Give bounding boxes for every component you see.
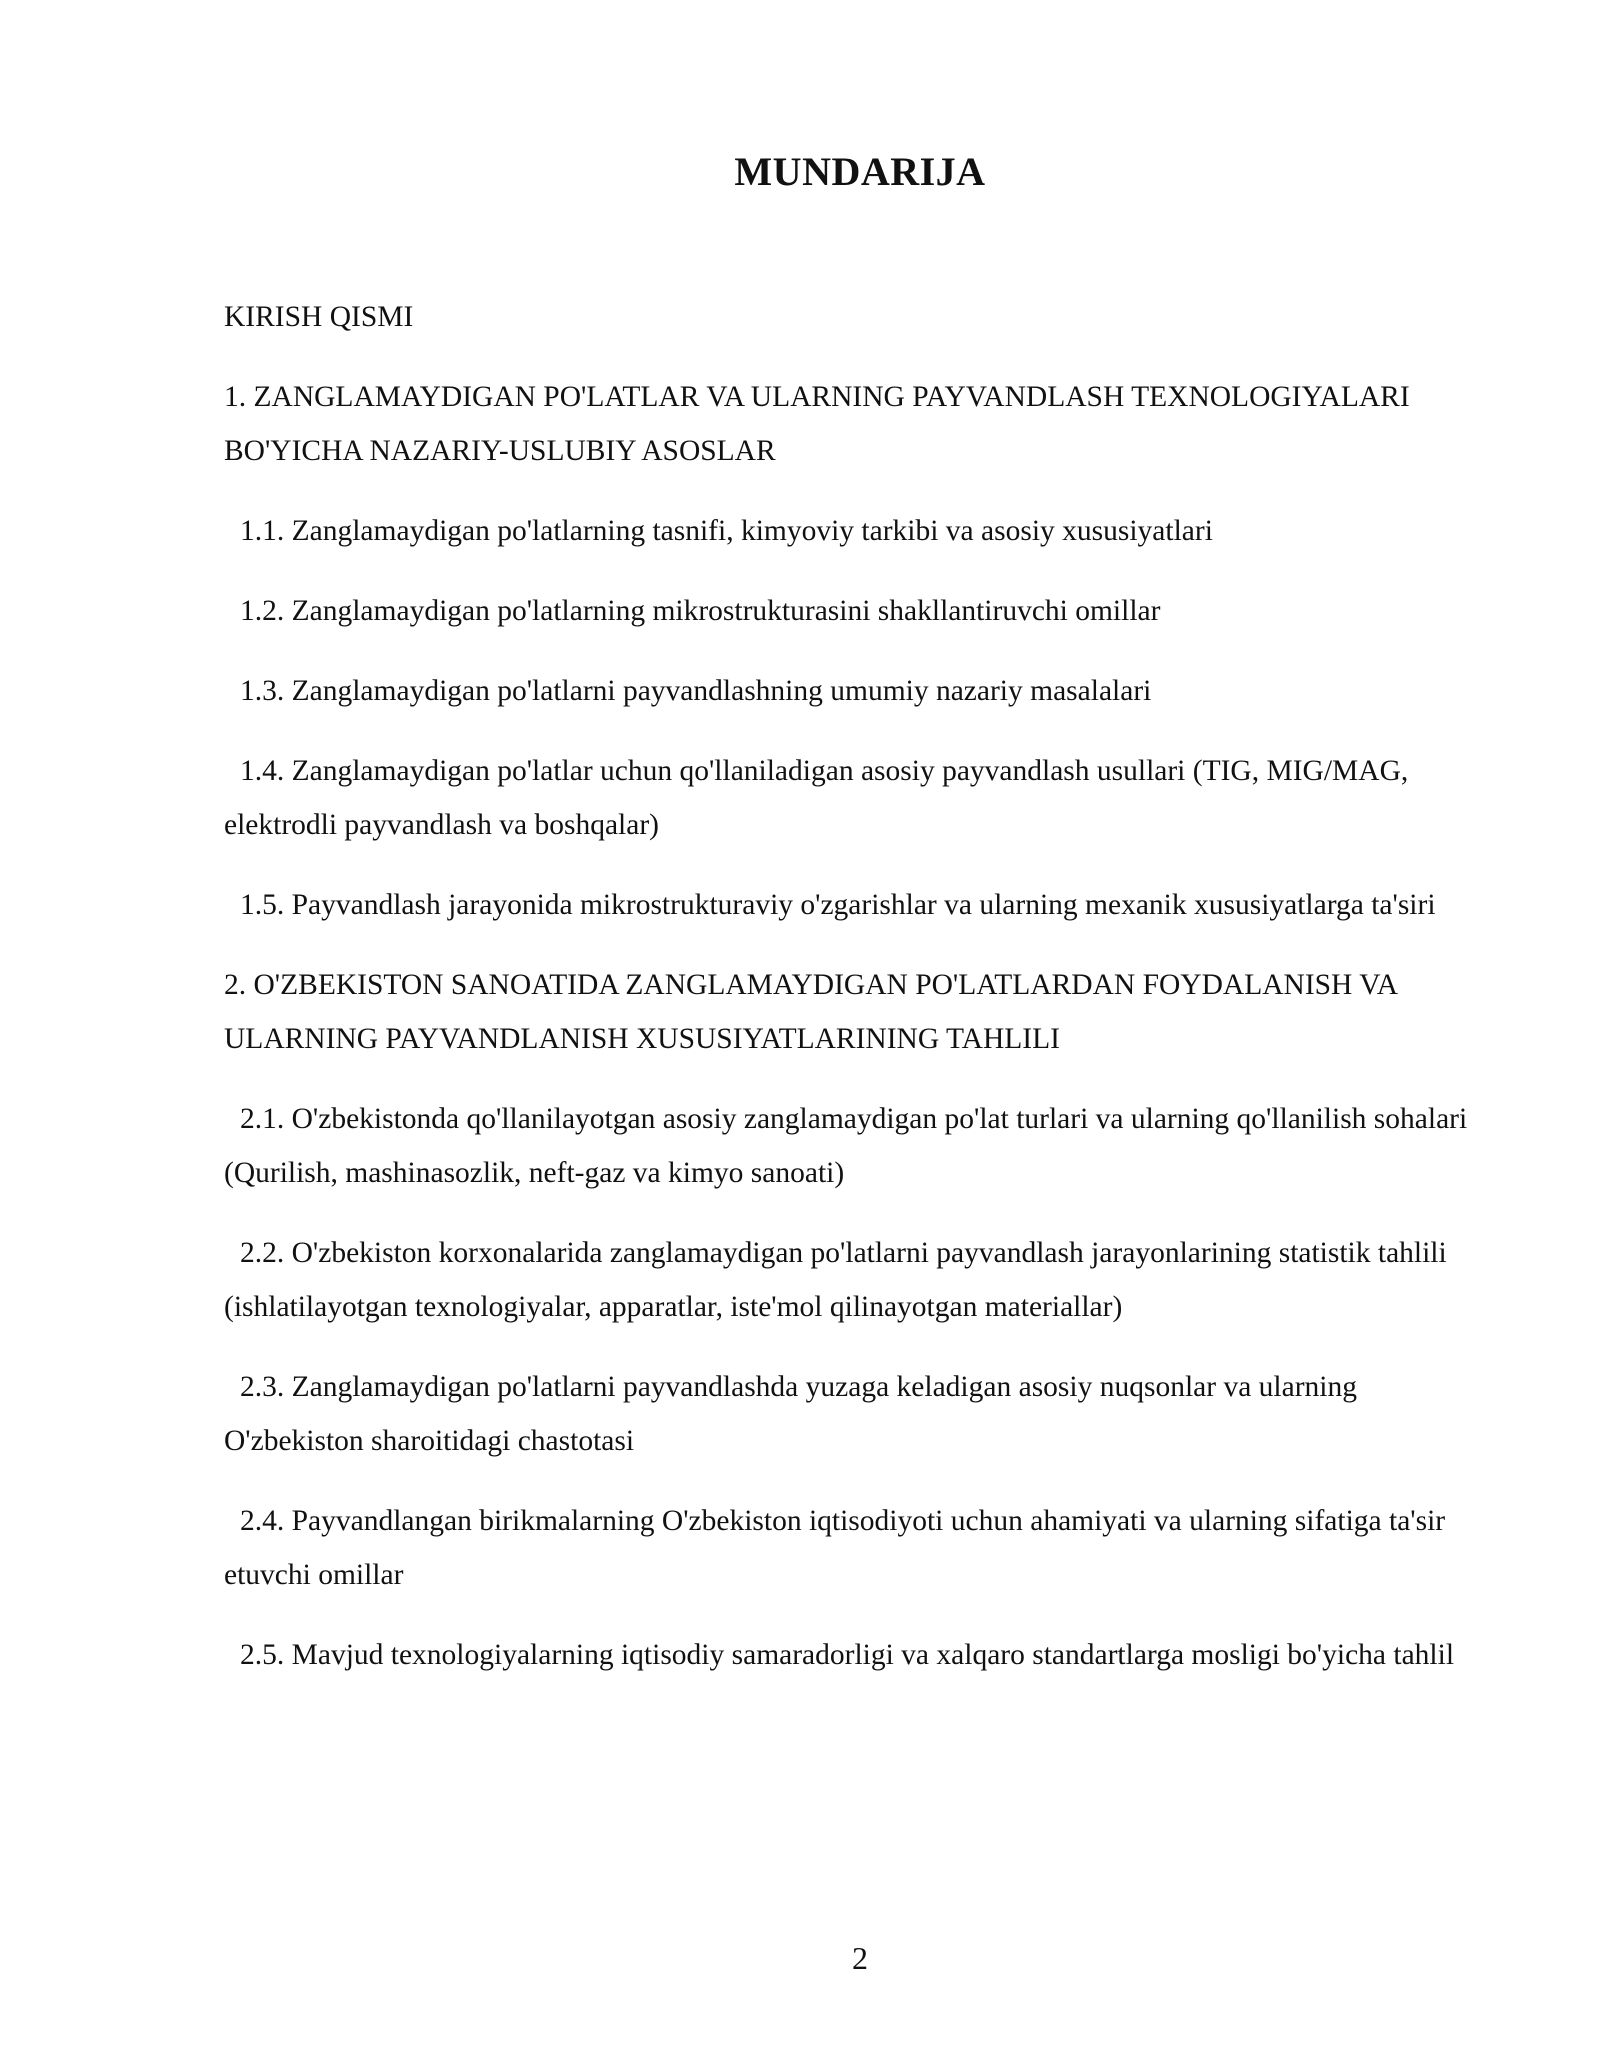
toc-entry-section-2-3: 2.3. Zanglamaydigan po'latlarni payvandlashda yuzaga keladigan asosiy nuqsonlar va ularning O'zbekiston sharoitidagi chastotasi bbox=[224, 1371, 1357, 1457]
toc-entry-section-1-4: 1.4. Zanglamaydigan po'latlar uchun qo'llaniladigan asosiy payvandlash usullari (TIG, MIG/MAG, elektrodli payvandlash va boshqalar) bbox=[224, 755, 1409, 841]
toc-entry-chapter-2: 2. O'ZBEKISTON SANOATIDA ZANGLAMAYDIGAN PO'LATLARDAN FOYDALANISH VA ULARNING PAYVANDLANISH XUSUSIYATLARINING TAHLILI bbox=[224, 969, 1397, 1055]
toc-entry-section-1-1: 1.1. Zanglamaydigan po'latlarning tasnifi, kimyoviy tarkibi va asosiy xususiyatlari bbox=[240, 515, 1213, 547]
toc-entry-section-2-1: 2.1. O'zbekistonda qo'llanilayotgan asosiy zanglamaydigan po'lat turlari va ularning qo'llanilish sohalari (Qurilish, mashinasozlik, neft-gaz va kimyo sanoati) bbox=[224, 1103, 1468, 1189]
toc-entry-section-1-5: 1.5. Payvandlash jarayonida mikrostrukturaviy o'zgarishlar va ularning mexanik xususiyatlarga ta'siri bbox=[240, 889, 1436, 921]
toc-entry-section-1-3: 1.3. Zanglamaydigan po'latlarni payvandlashning umumiy nazariy masalalari bbox=[240, 675, 1152, 707]
toc-entry-section-1-2: 1.2. Zanglamaydigan po'latlarning mikrostrukturasini shakllantiruvchi omillar bbox=[240, 595, 1161, 627]
toc-entry-intro: KIRISH QISMI bbox=[224, 301, 414, 333]
toc-entry-section-2-2: 2.2. O'zbekiston korxonalarida zanglamaydigan po'latlarni payvandlash jarayonlarining statistik tahlili (ishlatilayotgan texnologiyalar, apparatlar, iste'mol qilinayotgan materiallar) bbox=[224, 1237, 1447, 1323]
toc-entry-section-2-5: 2.5. Mavjud texnologiyalarning iqtisodiy samaradorligi va xalqaro standartlarga mosligi bo'yicha tahlil bbox=[240, 1639, 1455, 1671]
page-title: MUNDARIJA bbox=[734, 149, 986, 194]
toc-entry-section-2-4: 2.4. Payvandlangan birikmalarning O'zbekiston iqtisodiyoti uchun ahamiyati va ularning sifatiga ta'sir etuvchi omillar bbox=[224, 1505, 1446, 1591]
table-of-contents bbox=[224, 290, 1504, 1708]
toc-entry-chapter-1: 1. ZANGLAMAYDIGAN PO'LATLAR VA ULARNING PAYVANDLASH TEXNOLOGIYALARI BO'YICHA NAZARIY-USLUBIY ASOSLAR bbox=[224, 381, 1410, 467]
page-number: 2 bbox=[852, 1940, 868, 1976]
